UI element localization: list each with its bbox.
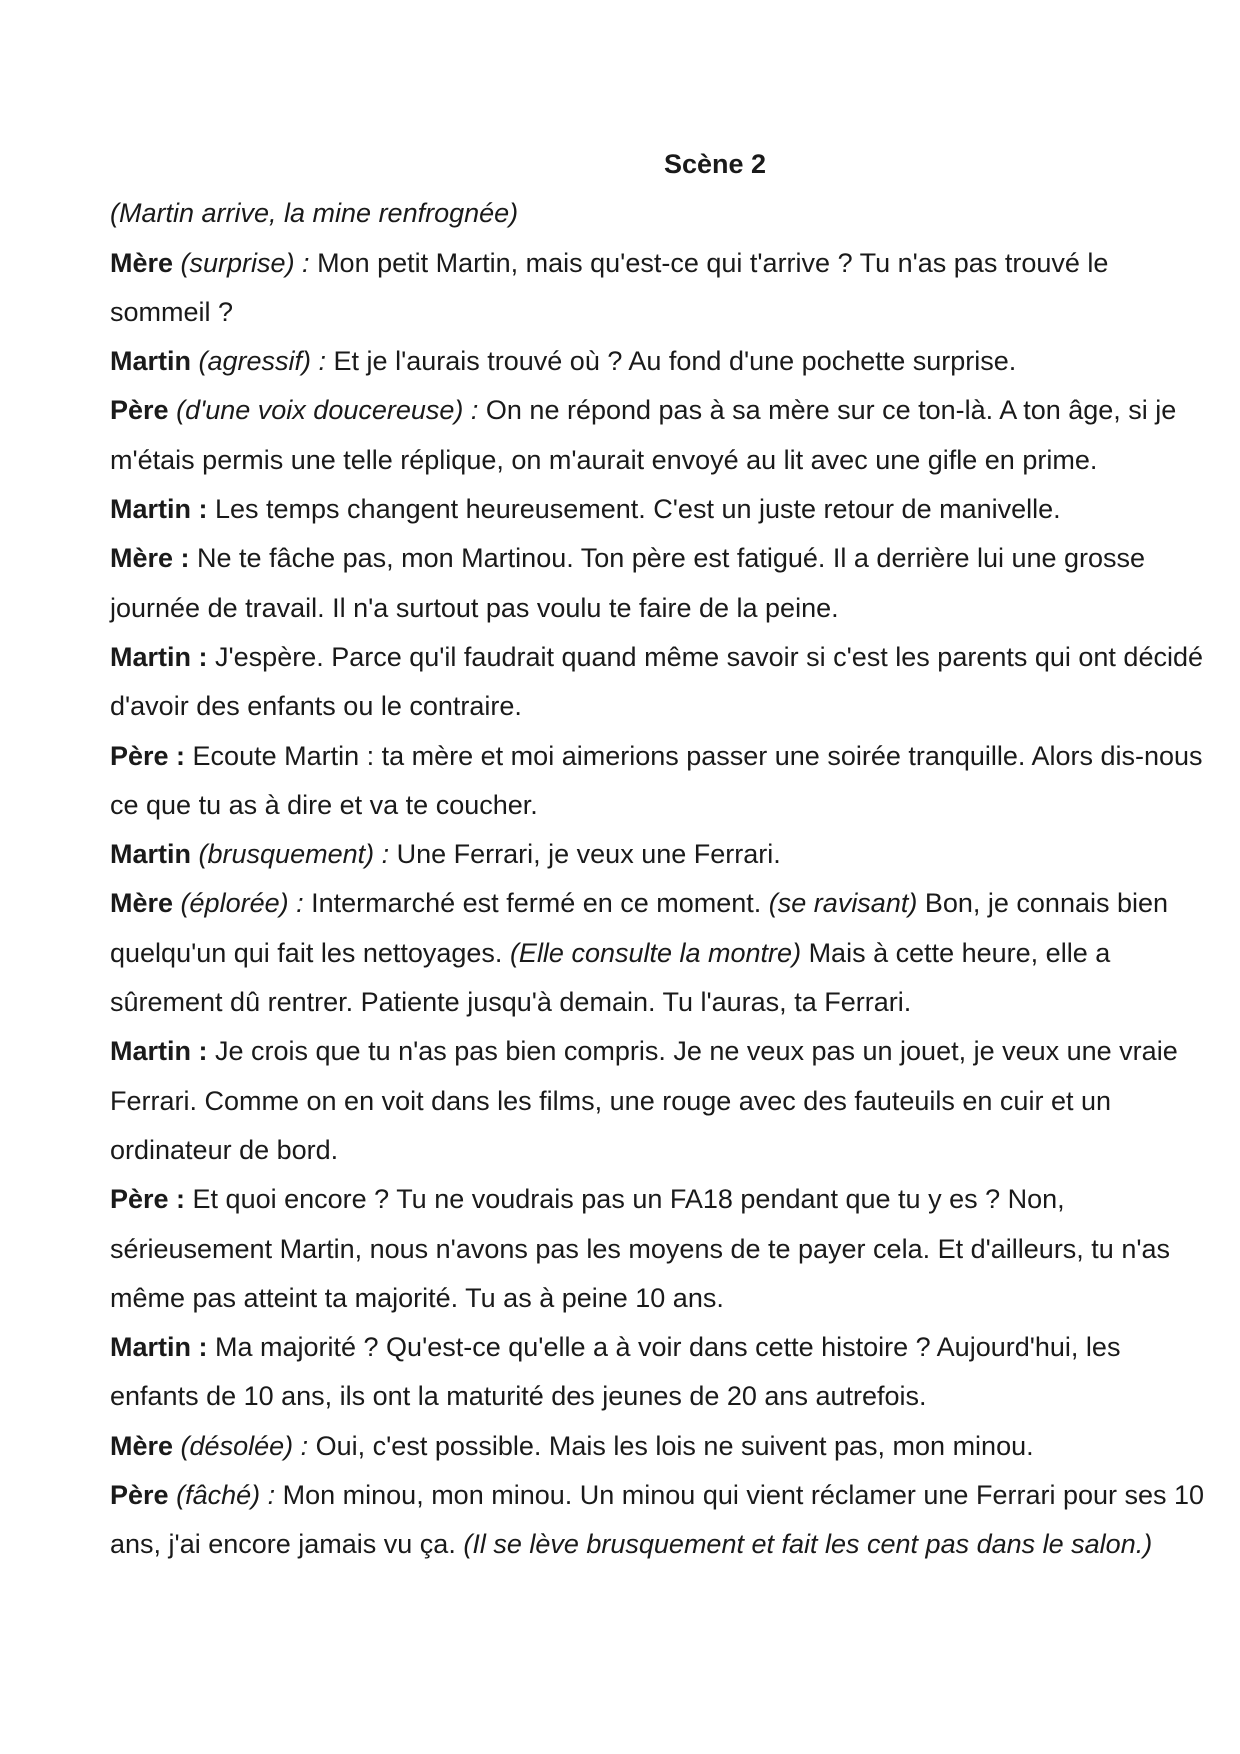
- dialogue-paragraph: [110, 830, 1210, 879]
- dialogue-paragraph: [110, 633, 1210, 732]
- dialogue-text: Je crois que tu n'as pas bien compris. Je ne veux pas un jouet, je veux une vraie Ferrari. Comme on en voit dans les films, une rouge avec des fauteuils en cuir et un ordinateur de bord.: [110, 1036, 1178, 1165]
- dialogue-paragraph: [110, 1422, 1210, 1471]
- speaker-name: Martin :: [110, 1332, 208, 1363]
- dialogue-paragraph: [110, 534, 1210, 633]
- speaker-name: Martin :: [110, 494, 208, 525]
- dialogue-paragraph: [110, 732, 1210, 831]
- stage-direction: (Martin arrive, la mine renfrognée): [110, 198, 519, 229]
- speaker-name: Mère: [110, 247, 174, 278]
- speaker-name: Père :: [110, 740, 186, 771]
- dialogue-text: Bon, je connais bien quelqu'un qui fait les nettoyages.: [110, 888, 1169, 968]
- stage-direction: (brusquement) :: [198, 839, 390, 870]
- speaker-name: Mère: [110, 888, 174, 919]
- dialogue-paragraph: [110, 879, 1210, 1027]
- dialogue-text: [173, 248, 181, 278]
- speaker-name: Mère :: [110, 543, 190, 574]
- dialogue-text: Mon minou, mon minou. Un minou qui vient réclamer une Ferrari pour ses 10 ans, j'ai encore jamais vu ça.: [110, 1480, 1205, 1560]
- dialogue-text: Ecoute Martin : ta mère et moi aimerions passer une soirée tranquille. Alors dis-nous ce que tu as à dire et va te coucher.: [110, 740, 1203, 820]
- dialogue-text: On ne répond pas à sa mère sur ce ton-là. A ton âge, si je m'étais permis une telle réplique, on m'aurait envoyé au lit avec une gifle en prime.: [110, 395, 1177, 475]
- stage-direction: (éplorée) :: [180, 888, 304, 919]
- stage-direction: (agressif) :: [198, 346, 327, 377]
- dialogue-text: [169, 395, 177, 425]
- dialogue-text: [191, 346, 199, 376]
- dialogue-text: J'espère. Parce qu'il faudrait quand même savoir si c'est les parents qui ont décidé d'avoir des enfants ou le contraire.: [110, 641, 1203, 722]
- dialogue-text: Mon petit Martin, mais qu'est-ce qui t'arrive ? Tu n'as pas trouvé le sommeil ?: [110, 247, 1109, 327]
- dialogue-body: [110, 189, 1210, 1569]
- dialogue-text: Intermarché est fermé en ce moment.: [303, 888, 769, 919]
- stage-direction: (se ravisant): [768, 888, 918, 919]
- stage-direction: (Elle consulte la montre): [509, 937, 802, 968]
- stage-direction: (surprise) :: [180, 247, 310, 278]
- speaker-name: Martin :: [110, 641, 208, 672]
- dialogue-text: Et je l'aurais trouvé où ? Au fond d'une pochette surprise.: [326, 346, 1017, 377]
- dialogue-text: Ne te fâche pas, mon Martinou. Ton père est fatigué. Il a derrière lui une grosse journée de travail. Il n'a surtout pas voulu te faire de la peine.: [110, 543, 1146, 623]
- dialogue-paragraph: [110, 189, 1210, 238]
- stage-direction: (d'une voix doucereuse) :: [176, 395, 479, 426]
- dialogue-text: Mais à cette heure, elle a sûrement dû rentrer. Patiente jusqu'à demain. Tu l'auras, ta Ferrari.: [110, 937, 1111, 1018]
- dialogue-text: [173, 1431, 181, 1461]
- dialogue-text: Oui, c'est possible. Mais les lois ne suivent pas, mon minou.: [308, 1430, 1034, 1461]
- speaker-name: Martin: [110, 839, 191, 870]
- dialogue-text: [169, 1480, 177, 1510]
- speaker-name: Martin: [110, 346, 191, 377]
- stage-direction: (fâché) :: [176, 1480, 276, 1511]
- stage-direction: (Il se lève brusquement et fait les cent pas dans le salon.): [463, 1529, 1153, 1560]
- dialogue-paragraph: [110, 1175, 1210, 1323]
- speaker-name: Mère: [110, 1430, 174, 1461]
- dialogue-paragraph: [110, 1471, 1210, 1570]
- dialogue-paragraph: [110, 1027, 1210, 1175]
- dialogue-text: Les temps changent heureusement. C'est un juste retour de manivelle.: [207, 494, 1061, 525]
- dialogue-paragraph: [110, 485, 1210, 534]
- dialogue-text: [191, 839, 199, 869]
- dialogue-paragraph: [110, 386, 1210, 485]
- dialogue-paragraph: [110, 239, 1210, 338]
- dialogue-text: Ma majorité ? Qu'est-ce qu'elle a à voir dans cette histoire ? Aujourd'hui, les enfants de 10 ans, ils ont la maturité des jeunes de 20 ans autrefois.: [110, 1332, 1121, 1412]
- script-page: [110, 140, 1210, 1570]
- speaker-name: Père: [110, 1480, 169, 1511]
- speaker-name: Père :: [110, 1184, 186, 1215]
- scene-title: Scène 2: [663, 149, 767, 179]
- dialogue-text: [173, 888, 181, 918]
- speaker-name: Père: [110, 395, 169, 426]
- speaker-name: Martin :: [110, 1036, 208, 1067]
- dialogue-paragraph: [110, 1323, 1210, 1422]
- stage-direction: (désolée) :: [180, 1430, 309, 1461]
- dialogue-paragraph: [110, 337, 1210, 386]
- dialogue-text: Une Ferrari, je veux une Ferrari.: [389, 839, 781, 870]
- dialogue-text: Et quoi encore ? Tu ne voudrais pas un FA18 pendant que tu y es ? Non, sérieusement Martin, nous n'avons pas les moyens de te payer cela. Et d'ailleurs, tu n'as même pas atteint ta majorité. Tu as à peine 10 ans.: [110, 1184, 1171, 1313]
